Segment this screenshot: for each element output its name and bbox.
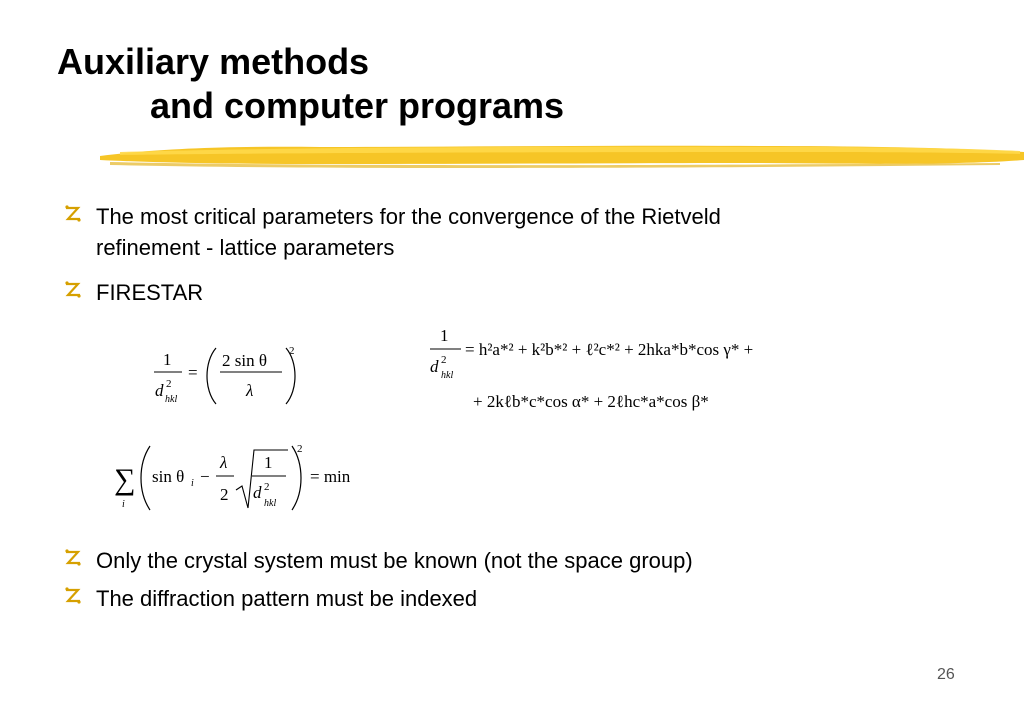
slide-title <box>57 40 564 128</box>
eq3-left-paren <box>141 446 150 510</box>
equation-reciprocal-lattice <box>425 325 865 420</box>
eq3-right-paren <box>292 446 301 510</box>
z-bullet-icon <box>62 545 84 576</box>
eq1-exp: 2 <box>289 345 295 357</box>
eq2-d: d <box>430 357 439 376</box>
eq2-numerator: 1 <box>440 326 449 345</box>
bullet-text: FIRESTAR <box>96 280 204 305</box>
eq3-sum: ∑ <box>114 463 136 496</box>
eq3-theta-sub: i <box>191 478 194 489</box>
eq1-sup: 2 <box>166 378 172 390</box>
eq1-equals: = <box>188 363 198 382</box>
equation-minimization <box>112 440 372 520</box>
eq2-line-1: = h²a*² + k²b*² + ℓ²c*² + 2hka*b*cos γ* + <box>465 340 754 359</box>
eq1-inner-num: 2 sin θ <box>222 351 267 370</box>
eq3-sup: 2 <box>264 481 270 493</box>
eq3-two: 2 <box>220 485 229 504</box>
eq1-sub: hkl <box>165 394 178 405</box>
z-bullet-icon <box>62 201 84 232</box>
eq2-sub: hkl <box>441 370 454 381</box>
eq3-sin-theta: sin θ <box>152 467 185 486</box>
eq1-numerator: 1 <box>163 350 172 369</box>
eq3-minus: − <box>200 467 210 486</box>
title-underline <box>100 138 1024 172</box>
eq3-sqrt <box>236 450 288 508</box>
eq2-line-2: + 2kℓb*c*cos α* + 2ℓhc*a*cos β* <box>473 392 709 411</box>
z-bullet-icon <box>62 583 84 614</box>
eq3-result: = min <box>310 467 351 486</box>
eq1-left-paren <box>207 348 216 404</box>
eq3-d: d <box>253 483 262 502</box>
bullet-text: The diffraction pattern must be indexed <box>96 586 478 611</box>
z-bullet-icon <box>62 277 84 308</box>
eq3-sub: hkl <box>264 498 277 509</box>
title-line-1: Auxiliary methods <box>57 41 370 82</box>
equation-bragg <box>150 340 320 415</box>
page-number: 26 <box>937 666 955 683</box>
title-line-2: and computer programs <box>150 85 565 126</box>
eq3-sum-index: i <box>122 499 125 510</box>
bullet-line-2: refinement - lattice parameters <box>96 235 395 260</box>
eq1-d: d <box>155 381 164 400</box>
eq3-lambda: λ <box>220 453 228 472</box>
eq1-inner-den: λ <box>246 381 254 400</box>
eq3-one: 1 <box>264 453 273 472</box>
eq2-sup: 2 <box>441 354 447 366</box>
bullet-text: Only the crystal system must be known (not the space group) <box>96 548 693 573</box>
eq3-exp: 2 <box>297 443 303 455</box>
bullet-text <box>96 201 721 263</box>
bullet-line-1: The most critical parameters for the convergence of the Rietveld <box>96 204 721 229</box>
